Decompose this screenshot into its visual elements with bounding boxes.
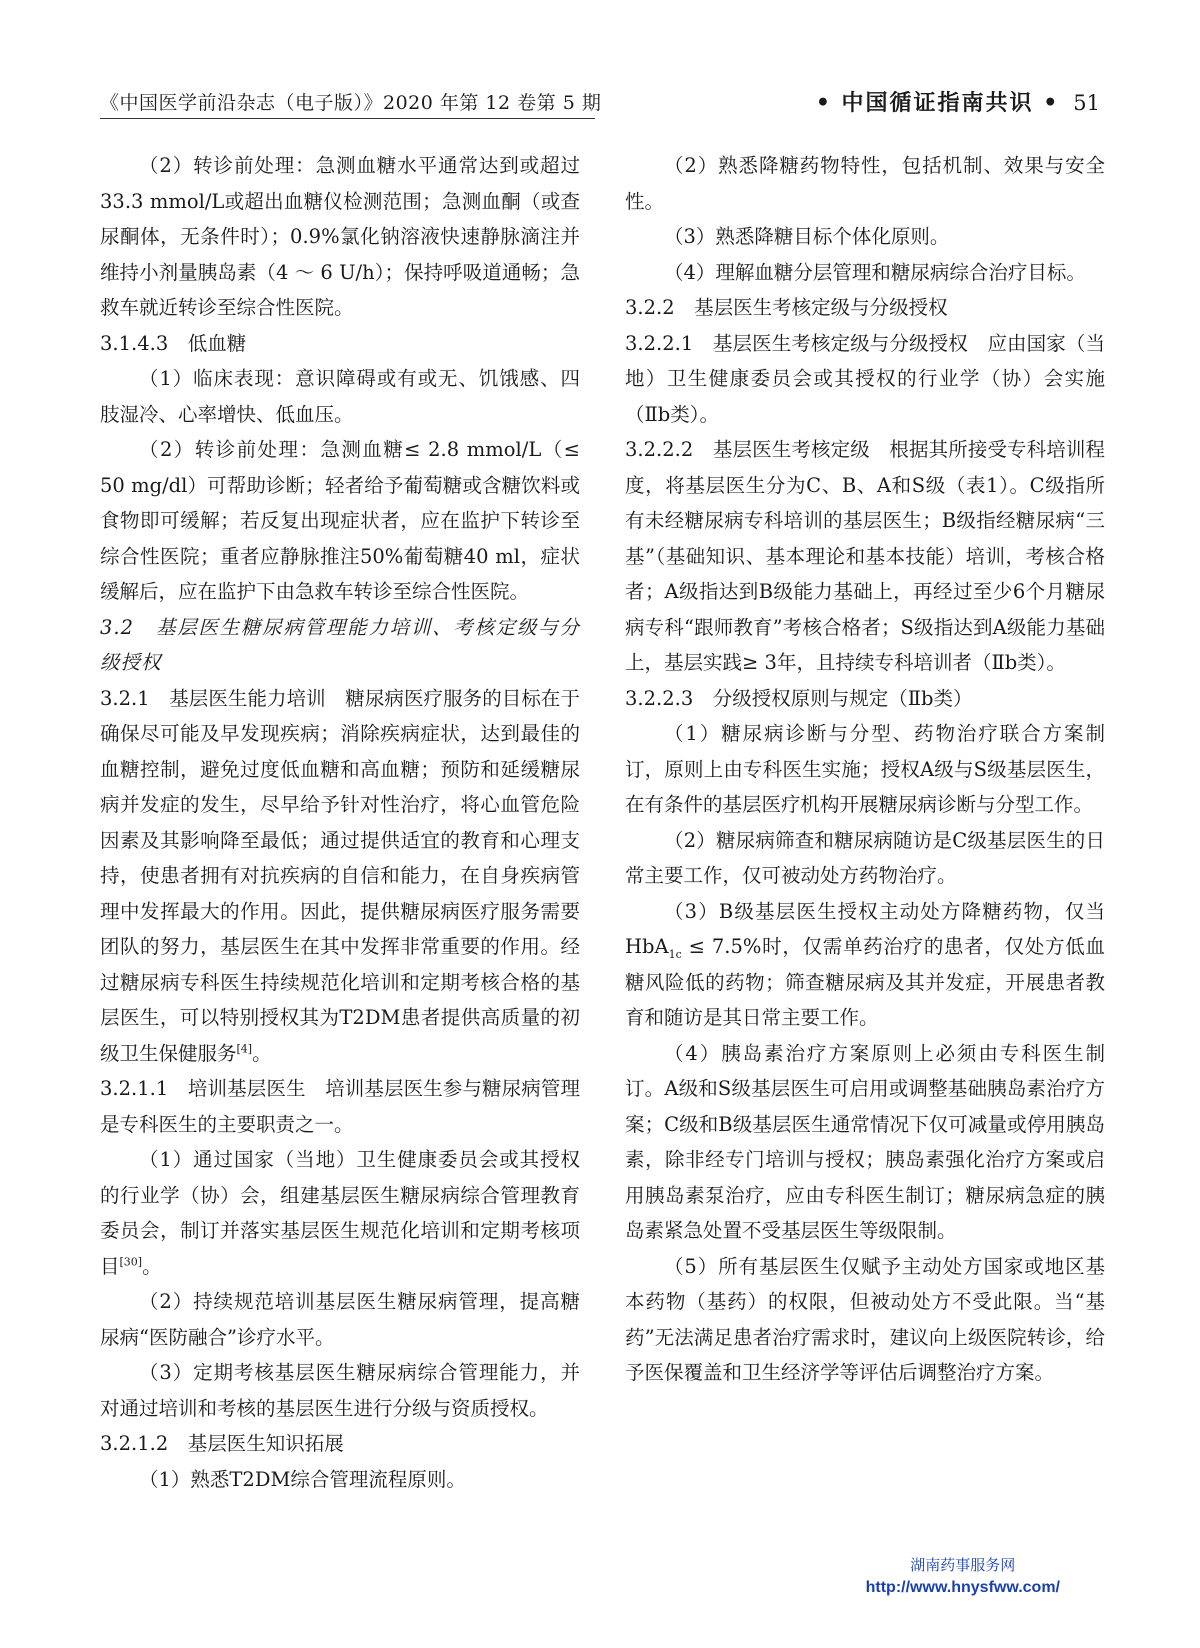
heading-32: 3.2 基层医生糖尿病管理能力培训、考核定级与分级授权	[100, 615, 580, 674]
paragraph-321	[100, 681, 580, 1072]
paragraph-3223-5: （5）所有基层医生仅赋予主动处方国家或地区基本药物（基药）的权限，但被动处方不受此限。当“基药”无法满足患者治疗需求时，建议向上级医院转诊，给予医保覆盖和卫生经济学等评估后调整治疗方案。	[625, 1254, 1105, 1384]
citation-4: [4]	[236, 1042, 253, 1055]
paragraph-3212-1: （1）熟悉T2DM综合管理流程原则。	[139, 1467, 466, 1491]
paragraph-transfer-handling: （2）转诊前处理：急测血糖水平通常达到或超过33.3 mmol/L或超出血糖仪检测范围；急测血酮（或查尿酮体，无条件时）；0.9%氯化钠溶液快速静脉滴注并维持小剂量胰岛素（4 ～ 6 U/h）；保持呼吸道通畅；急救车就近转诊至综合性医院。	[100, 154, 580, 319]
paragraph-3221: 3.2.2.1 基层医生考核定级与分级授权 应由国家（当地）卫生健康委员会或其授权的行业学（协）会实施（Ⅱb类）。	[625, 331, 1105, 426]
paragraph-3211-1	[100, 1142, 580, 1284]
watermark-footer	[866, 1555, 1060, 1599]
paragraph-hypo-transfer: （2）转诊前处理：急测血糖≤ 2.8 mmol/L（≤ 50 mg/dl）可帮助诊断；轻者给予葡萄糖或含糖饮料或食物即可缓解；若反复出现症状者，应在监护下转诊至综合性医院；重者应静脉推注50%葡萄糖40 ml，症状缓解后，应在监护下由急救车转诊至综合性医院。	[100, 438, 580, 603]
heading-3212: 3.2.1.2 基层医生知识拓展	[100, 1432, 344, 1455]
paragraph-3212-2: （2）熟悉降糖药物特性，包括机制、效果与安全性。	[625, 154, 1105, 213]
paragraph-3211-3: （3）定期考核基层医生糖尿病综合管理能力，并对通过培训和考核的基层医生进行分级与资质授权。	[100, 1361, 580, 1420]
paragraph-3211-1-end: 。	[142, 1254, 162, 1278]
right-column	[625, 148, 1105, 1391]
column-header	[816, 86, 1100, 117]
paragraph-3211: 3.2.1.1 培训基层医生 培训基层医生参与糖尿病管理是专科医生的主要职责之一。	[100, 1077, 580, 1136]
heading-322: 3.2.2 基层医生考核定级与分级授权	[625, 296, 948, 319]
paragraph-3223-4: （4）胰岛素治疗方案原则上必须由专科医生制订。A级和S级基层医生可启用或调整基础胰岛素治疗方案；C级和B级基层医生通常情况下仅可减量或停用胰岛素，除非经专门培训与授权；胰岛素强化治疗方案或启用胰岛素泵治疗，应由专科医生制订；糖尿病急症的胰岛素紧急处置不受基层医生等级限制。	[625, 1041, 1105, 1242]
paragraph-321-end: 。	[252, 1041, 272, 1065]
heading-3143: 3.1.4.3 低血糖	[100, 331, 247, 355]
paragraph-3211-2: （2）持续规范培训基层医生糖尿病管理，提高糖尿病“医防融合”诊疗水平。	[100, 1290, 580, 1349]
page-number: 51	[1073, 91, 1100, 115]
paragraph-3223-1: （1）糖尿病诊断与分型、药物治疗联合方案制订，原则上由专科医生实施；授权A级与S级基层医生，在有条件的基层医疗机构开展糖尿病诊断与分型工作。	[625, 722, 1105, 816]
paragraph-321-text: 3.2.1 基层医生能力培训 糖尿病医疗服务的目标在于确保尽可能及早发现疾病；消除疾病症状，达到最佳的血糖控制，避免过度低血糖和高血糖；预防和延缓糖尿病并发症的发生，尽早给予针对性治疗，将心血管危险因素及其影响降至最低；通过提供适宜的教育和心理支持，使患者拥有对抗疾病的自信和能力，在自身疾病管理中发挥最大的作用。因此，提供糖尿病医疗服务需要团队的努力，基层医生在其中发挥非常重要的作用。经过糖尿病专科医生持续规范化培训和定期考核合格的基层医生，可以特别授权其为T2DM患者提供高质量的初级卫生保健服务	[100, 686, 580, 1065]
paragraph-3212-3: （3）熟悉降糖目标个体化原则。	[664, 225, 950, 248]
paragraph-3223-3	[625, 894, 1105, 1036]
header-rule	[100, 118, 595, 119]
heading-3223: 3.2.2.3 分级授权原则与规定（Ⅱb类）	[625, 686, 973, 710]
paragraph-3223-3-text-b: ≤ 7.5%时，仅需单药治疗的患者，仅处方低血糖风险低的药物；筛查糖尿病及其并发症，开展患者教育和随访是其日常主要工作。	[625, 935, 1105, 1029]
citation-30: [30]	[119, 1255, 143, 1268]
paragraph-3223-3-text-a: （3）B级基层医生授权主动处方降糖药物，仅当HbA	[625, 899, 1105, 958]
left-column	[100, 148, 580, 1497]
column-title: • 中国循证指南共识 •	[815, 90, 1060, 116]
journal-header: 《中国医学前沿杂志（电子版）》2020 年第 12 卷第 5 期	[100, 92, 602, 114]
paragraph-hypo-symptoms: （1）临床表现：意识障碍或有或无、饥饿感、四肢湿冷、心率增快、低血压。	[100, 367, 580, 426]
paragraph-3211-1-text: （1）通过国家（当地）卫生健康委员会或其授权的行业学（协）会，组建基层医生糖尿病综合管理教育委员会，制订并落实基层医生规范化培训和定期考核项目	[100, 1148, 580, 1278]
hba1c-subscript: 1c	[668, 947, 682, 961]
paragraph-3222: 3.2.2.2 基层医生考核定级 根据其所接受专科培训程度，将基层医生分为C、B、A和S级（表1）。C级指所有未经糖尿病专科培训的基层医生；B级指经糖尿病“三基”（基础知识、基本理论和基本技能）培训，考核合格者；A级指达到B级能力基础上，再经过至少6个月糖尿病专科“跟师教育”考核合格者；S级指达到A级能力基础上，基层实践≥ 3年，且持续专科培训者（Ⅱb类）。	[625, 438, 1105, 674]
watermark-url[interactable]: http://www.hnysfww.com/	[865, 1579, 1060, 1596]
watermark-site-name: 湖南药事服务网	[910, 1557, 1016, 1574]
paragraph-3212-4: （4）理解血糖分层管理和糖尿病综合治疗目标。	[664, 260, 1086, 284]
paragraph-3223-2: （2）糖尿病筛查和糖尿病随访是C级基层医生的日常主要工作，仅可被动处方药物治疗。	[625, 828, 1105, 887]
